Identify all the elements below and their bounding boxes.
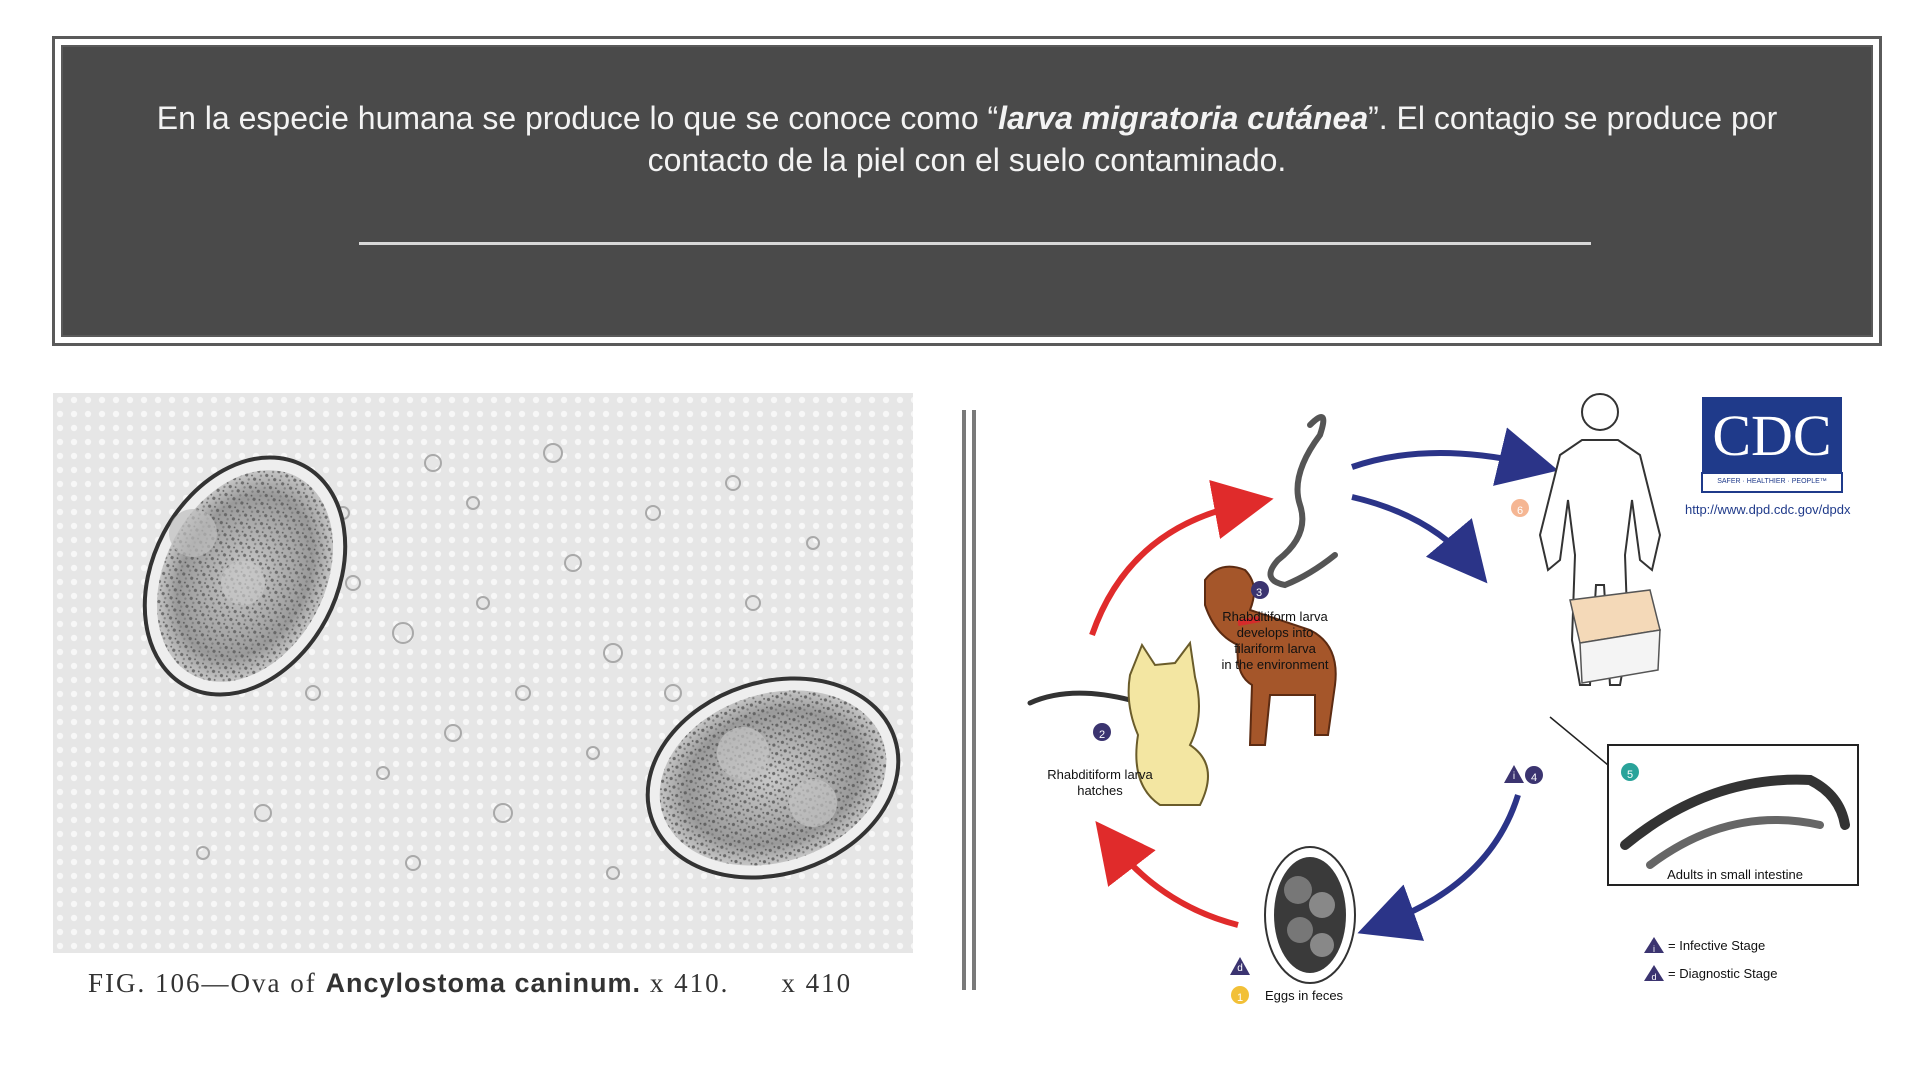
step-2-label-line2: hatches	[1077, 783, 1123, 798]
arrow-larva-to-dog	[1352, 497, 1472, 565]
caption-magnification: x 410.	[641, 968, 730, 998]
step-3-label-line2: develops into	[1236, 625, 1314, 640]
step-2-label	[1030, 767, 1170, 799]
step-5-label: Adults in small intestine	[1667, 867, 1803, 882]
step-number-2: 2	[1098, 729, 1106, 741]
caption-prefix: FIG. 106—Ova of	[88, 968, 326, 998]
figure-caption	[88, 968, 852, 999]
legend-diagnostic-symbol: d	[1651, 972, 1657, 982]
step-2-label-line1: Rhabditiform larva	[1047, 767, 1153, 782]
caption-species: Ancylostoma caninum.	[325, 968, 642, 998]
arrow-larva-to-human	[1352, 453, 1535, 467]
diagnostic-symbol-1: d	[1237, 963, 1243, 974]
skin-section-shape	[1570, 590, 1660, 683]
arrow-eggs-to-hatch	[1110, 840, 1238, 925]
divider-line-left	[962, 410, 966, 990]
arrow-dog-to-eggs	[1380, 795, 1518, 925]
banner-emphasis: larva migratoria cutánea	[998, 100, 1369, 136]
step-1-label: Eggs in feces	[1265, 988, 1344, 1003]
step-3-label	[1210, 609, 1340, 673]
legend-infective: = Infective Stage	[1668, 938, 1766, 953]
banner-text	[153, 97, 1781, 181]
cdc-url[interactable]: http://www.dpd.cdc.gov/dpdx	[1685, 502, 1851, 517]
ova-micrograph	[53, 393, 913, 953]
step-3-label-line4: in the environment	[1221, 657, 1329, 672]
step-3-label-line1: Rhabditiform larva	[1222, 609, 1328, 624]
egg-shape	[1265, 847, 1355, 983]
title-banner	[52, 36, 1882, 346]
step-number-5: 5	[1626, 769, 1634, 781]
legend-infective-symbol: i	[1653, 944, 1655, 954]
step-number-4: 4	[1530, 772, 1538, 784]
adults-inset	[1550, 717, 1858, 885]
cdc-tagline: SAFER · HEALTHIER · PEOPLE™	[1717, 478, 1827, 485]
step-3-label-line3: filariform larva	[1234, 641, 1316, 656]
infective-symbol-4: i	[1512, 771, 1516, 782]
legend-diagnostic: = Diagnostic Stage	[1668, 966, 1778, 981]
banner-text-start: En la especie humana se produce lo que se conoce como “	[156, 100, 999, 136]
banner-rule	[359, 242, 1591, 245]
title-banner-inner	[61, 45, 1873, 337]
lifecycle-diagram	[1010, 385, 1890, 1025]
divider-line-right	[972, 410, 976, 990]
step-number-6: 6	[1516, 505, 1524, 517]
cdc-logo-text: CDC	[1712, 403, 1832, 468]
step-number-3: 3	[1255, 587, 1263, 599]
step-number-1: 1	[1236, 992, 1244, 1004]
banner-text-end: ”. El contagio se produce por contacto de la piel con el suelo contaminado.	[647, 100, 1778, 178]
filariform-larva-shape	[1270, 417, 1335, 585]
caption-magnification-2: x 410	[781, 968, 853, 998]
